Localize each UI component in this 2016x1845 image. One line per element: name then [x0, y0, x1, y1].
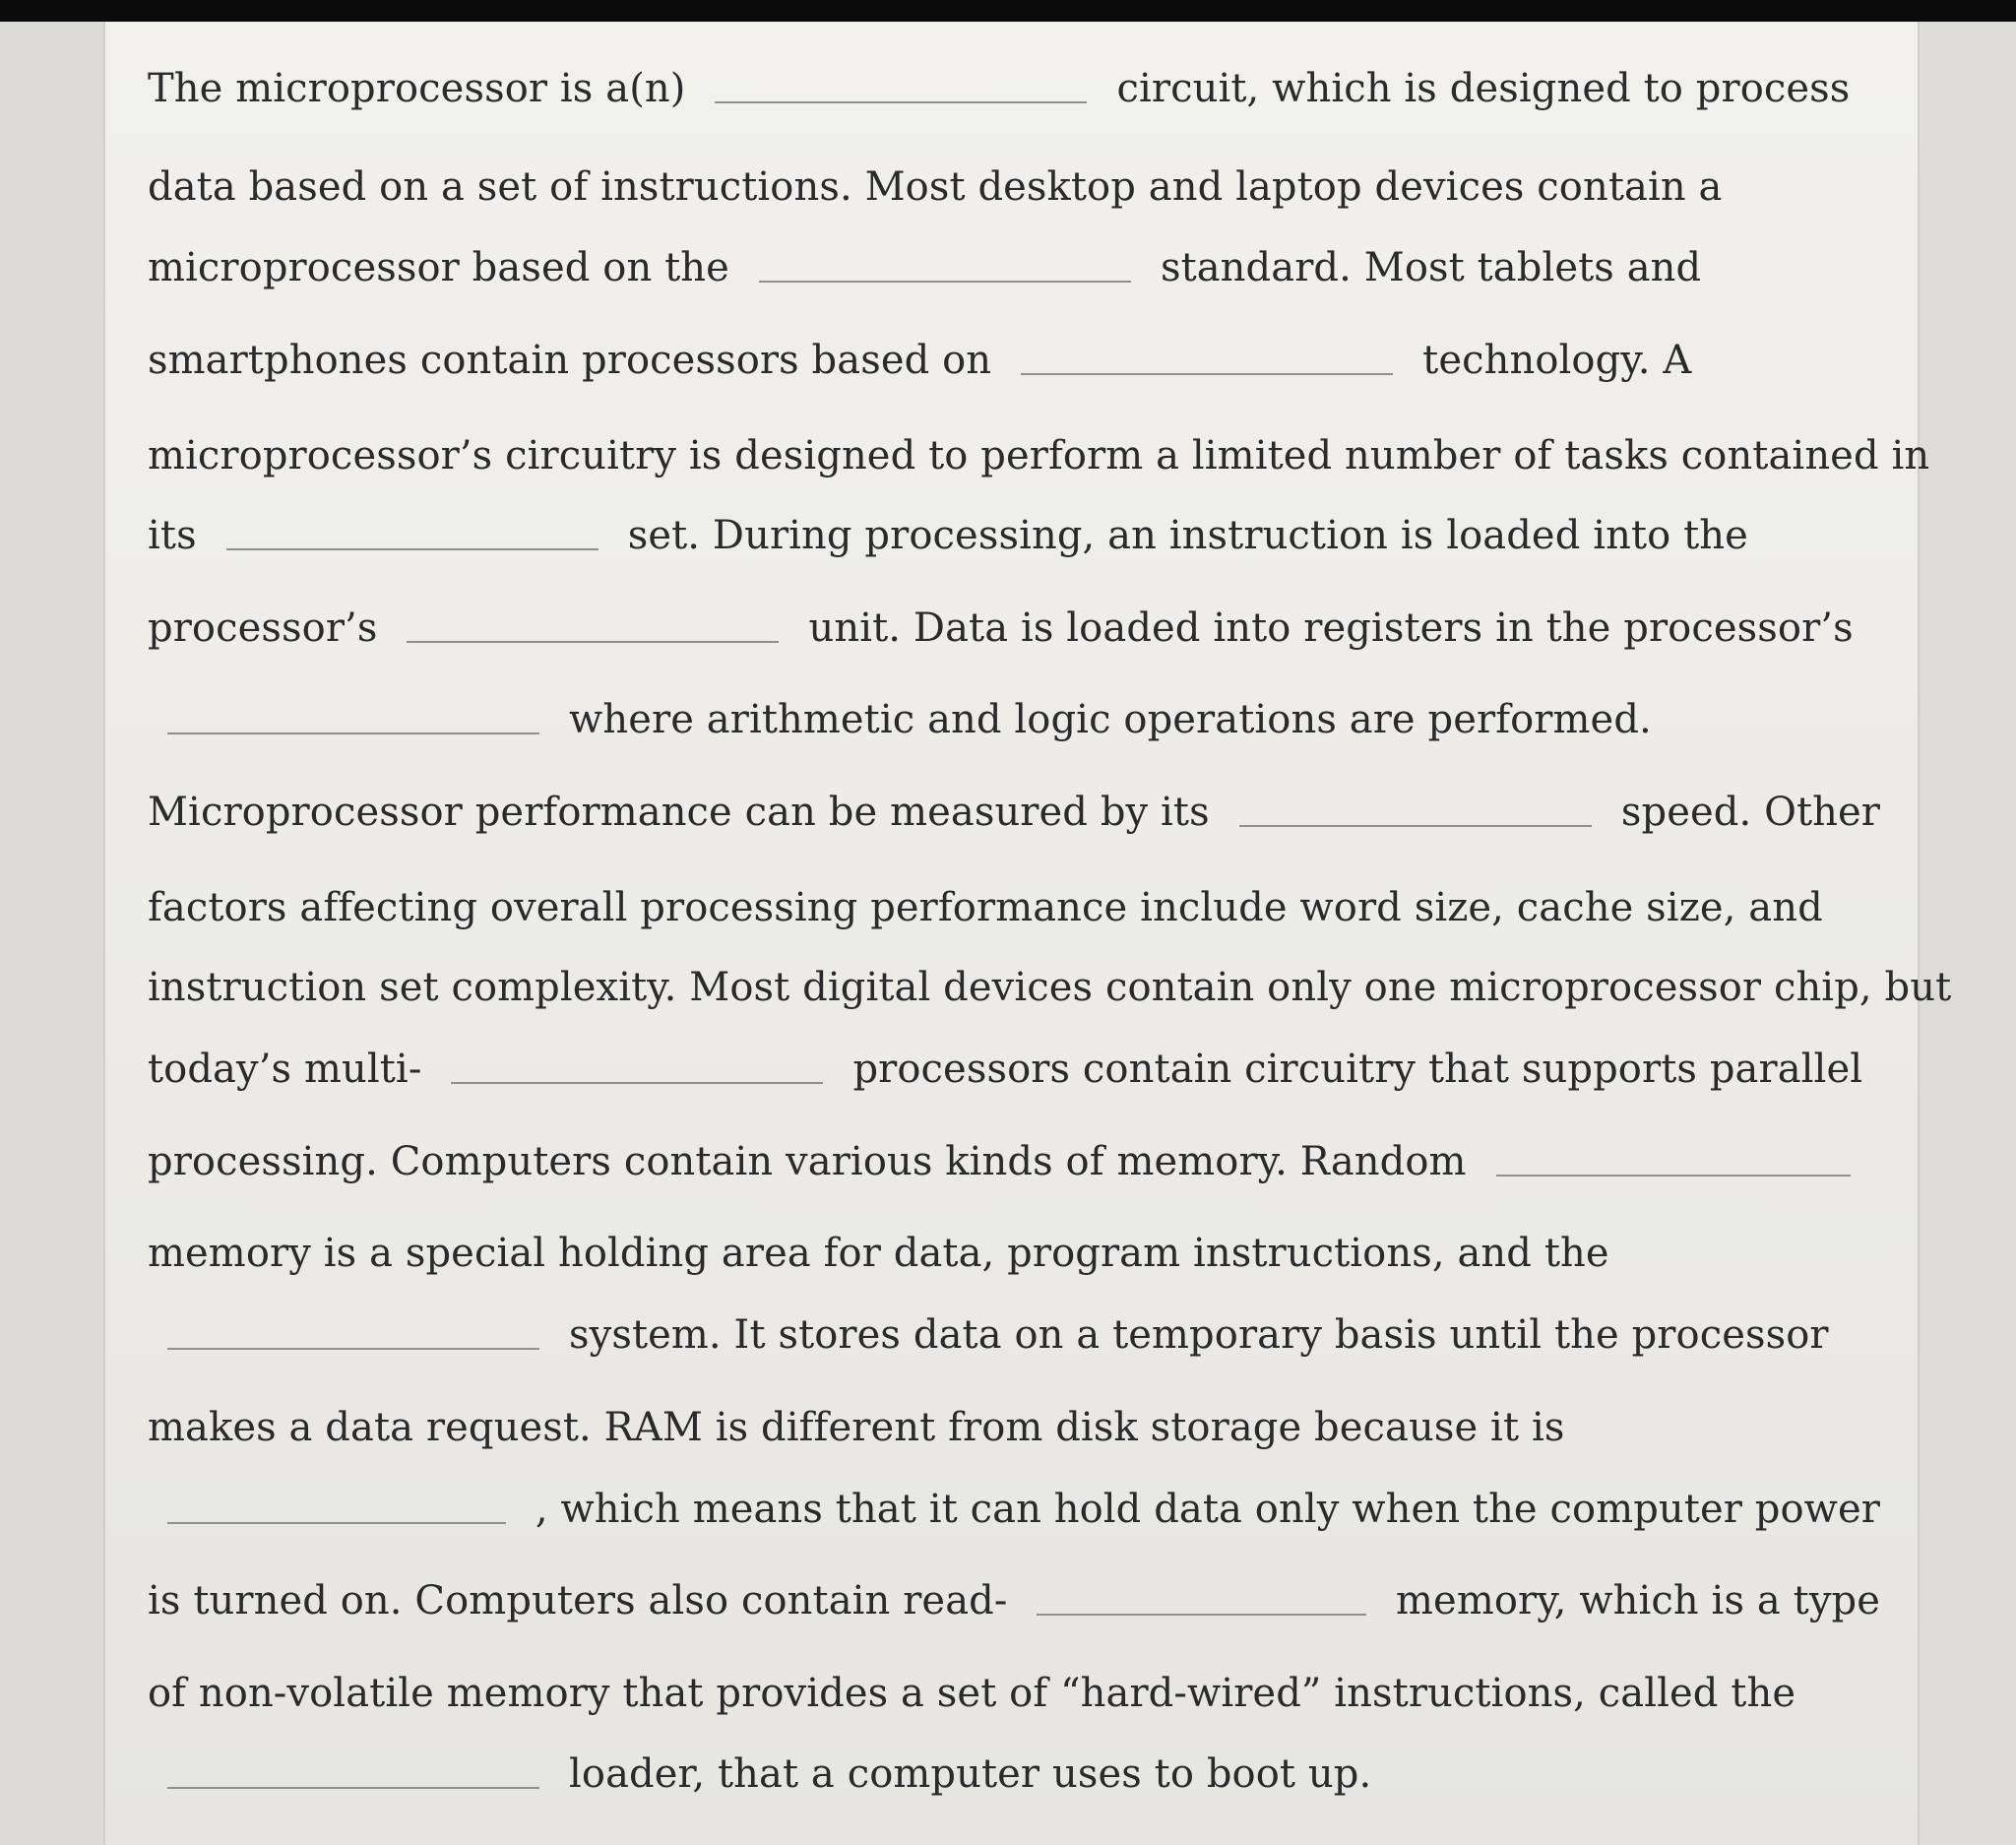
- line-text: unit. Data is loaded into registers in the processor’s: [808, 605, 1854, 651]
- passage-line-2: [148, 158, 1880, 217]
- passage-line-18: [148, 1571, 1880, 1630]
- passage-line-14: [148, 1224, 1880, 1283]
- left-margin: [0, 22, 105, 1845]
- line-text: today’s multi-: [148, 1047, 422, 1092]
- line-text: loader, that a computer uses to boot up.: [569, 1751, 1372, 1797]
- line-text: circuit, which is designed to process: [1116, 66, 1851, 111]
- passage-line-8: [148, 690, 1880, 749]
- line-text: Microprocessor performance can be measured by its: [148, 790, 1210, 835]
- fill-in-blank-8[interactable]: [451, 1082, 823, 1084]
- line-text: , which means that it can hold data only when the computer power: [535, 1487, 1880, 1532]
- line-text: memory, which is a type: [1396, 1578, 1880, 1623]
- line-text: data based on a set of instructions. Most desktop and laptop devices contain a: [148, 164, 1723, 210]
- passage-line-9: [148, 783, 1880, 842]
- line-text: processor’s: [148, 605, 378, 651]
- line-text: is turned on. Computers also contain read-: [148, 1578, 1008, 1623]
- fill-in-blank-9[interactable]: [1496, 1175, 1851, 1177]
- line-text: The microprocessor is a(n): [148, 66, 686, 111]
- line-text: makes a data request. RAM is different from disk storage because it is: [148, 1405, 1565, 1450]
- line-text: processing. Computers contain various kinds of memory. Random: [148, 1139, 1467, 1184]
- fill-in-blank-3[interactable]: [1021, 373, 1393, 375]
- passage-line-11: [148, 958, 1952, 1017]
- line-text: technology. A: [1422, 338, 1692, 383]
- line-text: instruction set complexity. Most digital devices contain only one microprocessor chip, but: [148, 965, 1952, 1010]
- line-text: its: [148, 513, 197, 558]
- fill-in-blank-11[interactable]: [167, 1522, 506, 1524]
- right-margin: [1918, 22, 2016, 1845]
- line-text: factors affecting overall processing performance include word size, cache size, and: [148, 885, 1823, 930]
- fill-in-blank-2[interactable]: [759, 281, 1131, 283]
- passage-line-7: [148, 599, 1880, 658]
- fill-in-blank-5[interactable]: [407, 641, 779, 643]
- passage-line-19: [148, 1664, 1880, 1723]
- passage-line-16: [148, 1398, 1880, 1457]
- line-text: speed. Other: [1620, 790, 1880, 835]
- line-text: smartphones contain processors based on: [148, 338, 992, 383]
- passage-line-12: [148, 1040, 1880, 1099]
- passage-line-13: [148, 1132, 1880, 1191]
- line-text: system. It stores data on a temporary basis until the processor: [569, 1312, 1829, 1358]
- passage-line-6: [148, 506, 1880, 565]
- screen-bezel: [0, 0, 2016, 22]
- line-text: processors contain circuitry that supports parallel: [852, 1047, 1863, 1092]
- fill-in-blank-12[interactable]: [1037, 1614, 1366, 1616]
- fill-in-blank-13[interactable]: [167, 1787, 539, 1789]
- line-text: set. During processing, an instruction is loaded into the: [627, 513, 1748, 558]
- passage-line-17: [148, 1480, 1880, 1539]
- passage-line-4: [148, 331, 1880, 390]
- passage-line-1: [148, 59, 1880, 118]
- passage-line-20: [148, 1745, 1880, 1804]
- line-text: of non-volatile memory that provides a set of “hard-wired” instructions, called the: [148, 1671, 1796, 1716]
- passage-line-3: [148, 238, 1880, 297]
- fill-in-blank-6[interactable]: [167, 732, 539, 734]
- line-text: microprocessor’s circuitry is designed to perform a limited number of tasks contained in: [148, 433, 1930, 478]
- line-text: memory is a special holding area for data, program instructions, and the: [148, 1231, 1609, 1276]
- fill-in-blank-1[interactable]: [715, 101, 1087, 103]
- line-text: standard. Most tablets and: [1160, 245, 1702, 290]
- passage-line-5: [148, 426, 1930, 485]
- fill-in-blank-10[interactable]: [167, 1348, 539, 1350]
- fill-in-blank-7[interactable]: [1239, 825, 1592, 827]
- line-text: microprocessor based on the: [148, 245, 729, 290]
- passage-line-10: [148, 878, 1880, 937]
- passage-line-15: [148, 1305, 1880, 1365]
- line-text: where arithmetic and logic operations are performed.: [569, 697, 1652, 742]
- fill-in-blank-4[interactable]: [226, 548, 598, 550]
